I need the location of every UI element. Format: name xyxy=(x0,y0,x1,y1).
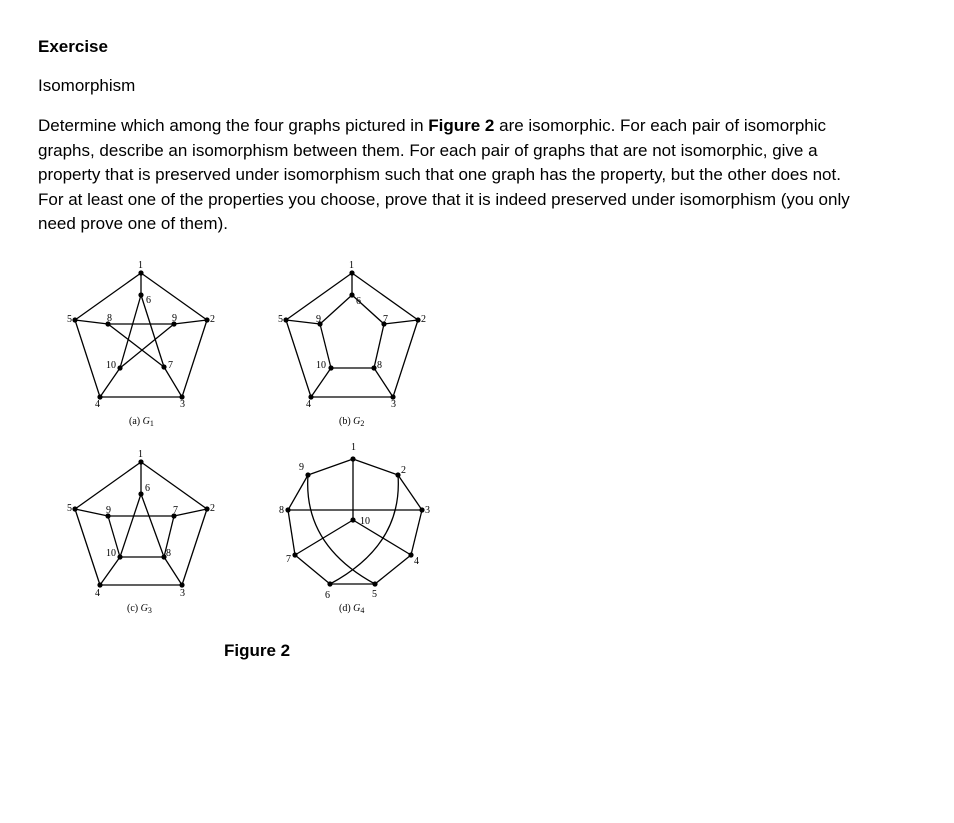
edge xyxy=(120,324,174,368)
vertex xyxy=(179,582,184,587)
vertex-label: 3 xyxy=(180,399,185,410)
vertex-label: 6 xyxy=(325,590,330,601)
edge xyxy=(311,368,331,397)
vertex-label: 8 xyxy=(279,505,284,516)
figure-caption: Figure 2 xyxy=(224,641,291,660)
vertex-label: 1 xyxy=(138,260,143,271)
vertex-label: 7 xyxy=(383,314,388,325)
vertex xyxy=(395,472,400,477)
vertex xyxy=(138,491,143,496)
vertex-label: 8 xyxy=(166,548,171,559)
edge xyxy=(374,368,393,397)
vertex-label: 2 xyxy=(401,465,406,476)
edge xyxy=(286,273,352,320)
edge xyxy=(375,555,411,584)
edge xyxy=(75,462,141,509)
vertex xyxy=(327,581,332,586)
vertex-label: 3 xyxy=(425,505,430,516)
vertex xyxy=(408,552,413,557)
figure-reference: Figure 2 xyxy=(428,116,495,135)
edge xyxy=(108,324,164,367)
edge xyxy=(182,320,207,397)
vertex xyxy=(292,552,297,557)
vertex xyxy=(138,459,143,464)
vertex-label: 9 xyxy=(299,462,304,473)
vertex-label: 9 xyxy=(172,313,177,324)
edge xyxy=(295,555,330,584)
graph-caption-g1: (a) $G_1$ xyxy=(129,416,154,428)
vertex-label: 9 xyxy=(316,314,321,325)
vertex xyxy=(350,517,355,522)
vertex xyxy=(283,317,288,322)
vertex-label: 5 xyxy=(372,589,377,600)
exercise-heading: Exercise xyxy=(38,37,108,56)
vertex xyxy=(138,270,143,275)
vertex xyxy=(161,364,166,369)
vertex-label: 6 xyxy=(145,483,150,494)
edge xyxy=(353,459,398,475)
vertex-label: 2 xyxy=(421,314,426,325)
vertex xyxy=(285,507,290,512)
vertex xyxy=(117,365,122,370)
curved-edge xyxy=(330,475,398,584)
edge xyxy=(100,557,120,585)
vertex-label: 2 xyxy=(210,314,215,325)
vertex-label: 4 xyxy=(414,556,419,567)
edge xyxy=(141,494,164,557)
edge xyxy=(120,295,141,368)
vertex-label: 5 xyxy=(278,314,283,325)
edge xyxy=(384,320,418,324)
edge xyxy=(288,475,308,510)
edge xyxy=(75,320,100,397)
edge xyxy=(398,475,422,510)
vertex xyxy=(138,292,143,297)
edge xyxy=(288,510,295,555)
vertex-label: 7 xyxy=(286,554,291,565)
vertex-label: 10 xyxy=(360,516,370,527)
vertex-label: 7 xyxy=(173,505,178,516)
vertex-label: 5 xyxy=(67,503,72,514)
vertex-label: 10 xyxy=(106,548,116,559)
vertex-label: 10 xyxy=(106,360,116,371)
vertex xyxy=(72,506,77,511)
edge xyxy=(286,320,311,397)
vertex xyxy=(372,581,377,586)
edge xyxy=(308,459,353,475)
edge xyxy=(75,509,108,516)
vertex xyxy=(415,317,420,322)
graph-g3 xyxy=(67,449,215,615)
edge xyxy=(141,462,207,509)
edge xyxy=(286,320,320,324)
vertex-label: 3 xyxy=(180,588,185,599)
vertex-label: 5 xyxy=(67,314,72,325)
vertex-label: 1 xyxy=(349,260,354,271)
paragraph-text-2: are isomorphic. For each pair of isomorphic graphs, describe an isomorphism between them. For each pair of graphs that are not isomorphic, give a property that is preserved under isomorphism such that one graph has the property, but the other does not. For at least one of the properties you choose, prove that it is indeed preserved under isomorphism (you only need prove one of them). xyxy=(38,116,850,234)
edge xyxy=(164,557,182,585)
vertex-label: 6 xyxy=(146,295,151,306)
vertex-label: 10 xyxy=(316,360,326,371)
topic-subheading: Isomorphism xyxy=(38,76,136,95)
edge xyxy=(120,494,141,557)
vertex xyxy=(204,317,209,322)
edge xyxy=(174,320,207,324)
edge xyxy=(393,320,418,397)
graph-g2 xyxy=(278,260,426,428)
edge xyxy=(141,295,164,367)
graph-caption-g2: (b) $G_2$ xyxy=(339,416,365,428)
edge xyxy=(320,295,352,324)
vertex xyxy=(371,365,376,370)
edge xyxy=(75,509,100,585)
vertex-label: 1 xyxy=(351,442,356,453)
vertex-label: 3 xyxy=(391,399,396,410)
edge xyxy=(182,509,207,585)
vertex xyxy=(97,582,102,587)
vertex-label: 4 xyxy=(306,399,311,410)
vertex-label: 7 xyxy=(168,360,173,371)
vertex-label: 8 xyxy=(107,313,112,324)
graph-caption-g3: (c) $G_3$ xyxy=(127,603,152,615)
vertex xyxy=(72,317,77,322)
edge xyxy=(75,320,108,324)
vertex-label: 9 xyxy=(106,505,111,516)
graph-caption-g4: (d) $G_4$ xyxy=(339,603,365,615)
graph-g1 xyxy=(67,260,215,428)
edge xyxy=(295,520,353,555)
edge xyxy=(100,368,120,397)
edge xyxy=(352,273,418,320)
vertex xyxy=(350,456,355,461)
vertex xyxy=(117,554,122,559)
vertex xyxy=(328,365,333,370)
vertex xyxy=(419,507,424,512)
edge xyxy=(411,510,422,555)
vertex-label: 2 xyxy=(210,503,215,514)
paragraph-text-1: Determine which among the four graphs pictured in xyxy=(38,116,429,135)
vertex-label: 8 xyxy=(377,360,382,371)
edge xyxy=(164,367,182,397)
curved-edge xyxy=(308,475,375,584)
vertex-label: 6 xyxy=(356,296,361,307)
vertex-label: 4 xyxy=(95,399,100,410)
vertex xyxy=(349,270,354,275)
vertex xyxy=(204,506,209,511)
vertex xyxy=(305,472,310,477)
vertex-label: 1 xyxy=(138,449,143,460)
graph-g4 xyxy=(279,442,430,615)
vertex-label: 4 xyxy=(95,588,100,599)
vertex xyxy=(349,292,354,297)
edge xyxy=(174,509,207,516)
